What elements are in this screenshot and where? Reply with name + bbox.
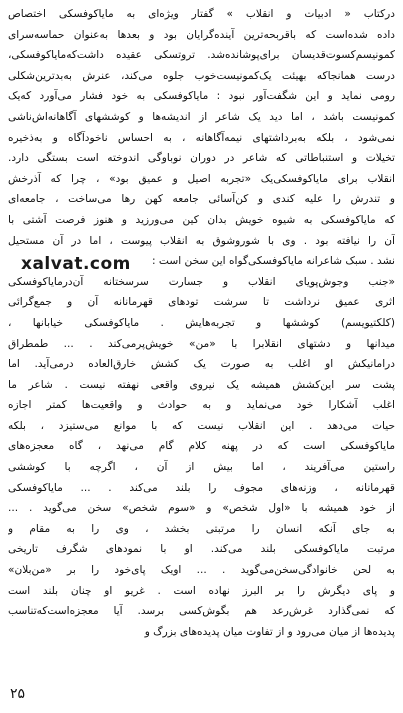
- text-line: داده شده‌است که باقربحه‌ترین آینده‌گرایان بود و بعدها به‌عنوان حماسه‌سرای: [8, 28, 395, 41]
- text-line: رومی نماید و این شگفت‌آور نبود : مایاکوفسکی به خود فشار می‌آورد که‌یک: [8, 90, 395, 103]
- text-line: تخیلات و استنباطاتی که شاعر در دوران نوباوگی اندوخته است بستگی دارد.: [8, 152, 395, 165]
- text-line: میدانها و دشتهای انقلابرا با «من» خویش‌پرمی‌کند . ... طمطراق: [8, 337, 395, 350]
- text-line: نمی‌شود ، بلکه به‌برداشتهای نیمه‌آگاهانه ، به احساس ناخودآگاه و به‌ذخیره: [8, 131, 395, 144]
- text-line: نشد . سبک شاعرانه مایاکوفسکی‌گواه این سخن است :: [152, 255, 395, 268]
- text-line: کمونیسم‌کسوت‌قدیسان برا‌ی‌پوشانده‌شد. تروتسکی عقیده داشت‌که‌مایاکوفسکی،: [8, 49, 395, 62]
- text-line: اغلب آشکارا خود می‌نماید و به حوادث و واقعیت‌ها کمتر اجازه: [8, 399, 395, 412]
- text-line: قهرمانانه ، وزنه‌های مجوف را بلند می‌کند . ... مایاکوفسکی: [8, 481, 395, 494]
- text-line: از خود همیشه با «اول شخص» و «سوم شخص» سخن می‌گوید . ...: [8, 502, 395, 515]
- text-line: انقلاب برای مایاکوفسکی‌یک «تجربه اصیل و عمیق بود» ، چرا که آذرخش: [8, 172, 395, 185]
- document-page: [8, 4, 395, 642]
- text-line: و تندرش را علیه کندی و کن‌آسائی جامعه کهن رها می‌ساخت ، جامعه‌ای: [8, 193, 395, 206]
- text-line: پشت سر این‌کشش همیشه یک نیروی واقعی نهفته نیست . شاعر ما: [8, 378, 395, 391]
- text-line: آن را نیافته بود . وی با شوروشوق به انقلاب پیوست ، اما در آن مستحیل: [8, 234, 395, 247]
- text-line: به جای آنکه انسان را مرتبتی بخشد ، وی را به مقام و: [8, 522, 395, 535]
- text-line: که مایاکوفسکی به شیوه خویش بدان کین می‌ورزید و هنوز فرصت آشتی با: [8, 213, 395, 226]
- site-watermark: xalvat.com: [18, 254, 134, 274]
- text-line: درامانیکش او اغلب به صورت یک کشش خارق‌العاده درمی‌آید. اما: [8, 358, 395, 371]
- text-line: درست همانجاکه بهیئت یک‌کمونیست‌خوب جلوه می‌کند، عنرش به‌بدترین‌شکلی: [8, 69, 395, 82]
- text-line: مایاکوفسکی است که در پهنه کلام گام می‌نهد ، گاه معجزه‌های: [8, 440, 395, 453]
- text-line: درکتاب « ادبیات و انقلاب » گفتار ویژه‌ای به مایاکوفسکی اختصاص: [8, 8, 395, 20]
- text-line: که نمی‌گذارد غرش‌رعد هم بگوش‌کسی برسد. آیا معجزه‌است‌که‌تناسب: [8, 605, 395, 618]
- text-line: «جنب وجوش‌پویای انقلاب و جسارت سرسختانه آن‌درمایاکوفسکی: [8, 275, 395, 288]
- text-line: اثری عمیق نرداشت تا سرشت تودهای قهرمانانه آن و جمع‌گرائی: [8, 296, 395, 309]
- text-line: مرتبت مایاکوفسکی بلند می‌کند. او با نمودهای شگرف تاریخی: [8, 543, 395, 556]
- text-line: و پای دیگرش را بر البرز نهاده است . غریو او چنان بلند است: [8, 584, 395, 597]
- text-line: پدیده‌ها از میان می‌رود و از تفاوت میان پدیده‌های بزرگ و: [144, 625, 395, 638]
- text-line: راستین می‌آفریند ، اما بیش از آن ، اگرچه با کوششی: [8, 461, 395, 474]
- text-line: (کلکتیویسم) کوششها و تجربه‌هایش . مایاکوفسکی خیابانها ،: [8, 316, 395, 329]
- page-number: ۲۵: [10, 686, 26, 702]
- text-line: حیات می‌دهد . این انقلاب نیست که با موانع می‌ستیزد ، بلکه: [8, 419, 395, 432]
- text-line: کمونیست باشد ، اما دید یک شاعر از اندیشه‌ها و کوششهای آگاهانه‌اش‌ناشی: [8, 110, 395, 123]
- text-line: به لحن خانوادگی‌سخن‌می‌گوید . ... اویک پای‌خود را بر «من‌بلان»: [8, 564, 395, 577]
